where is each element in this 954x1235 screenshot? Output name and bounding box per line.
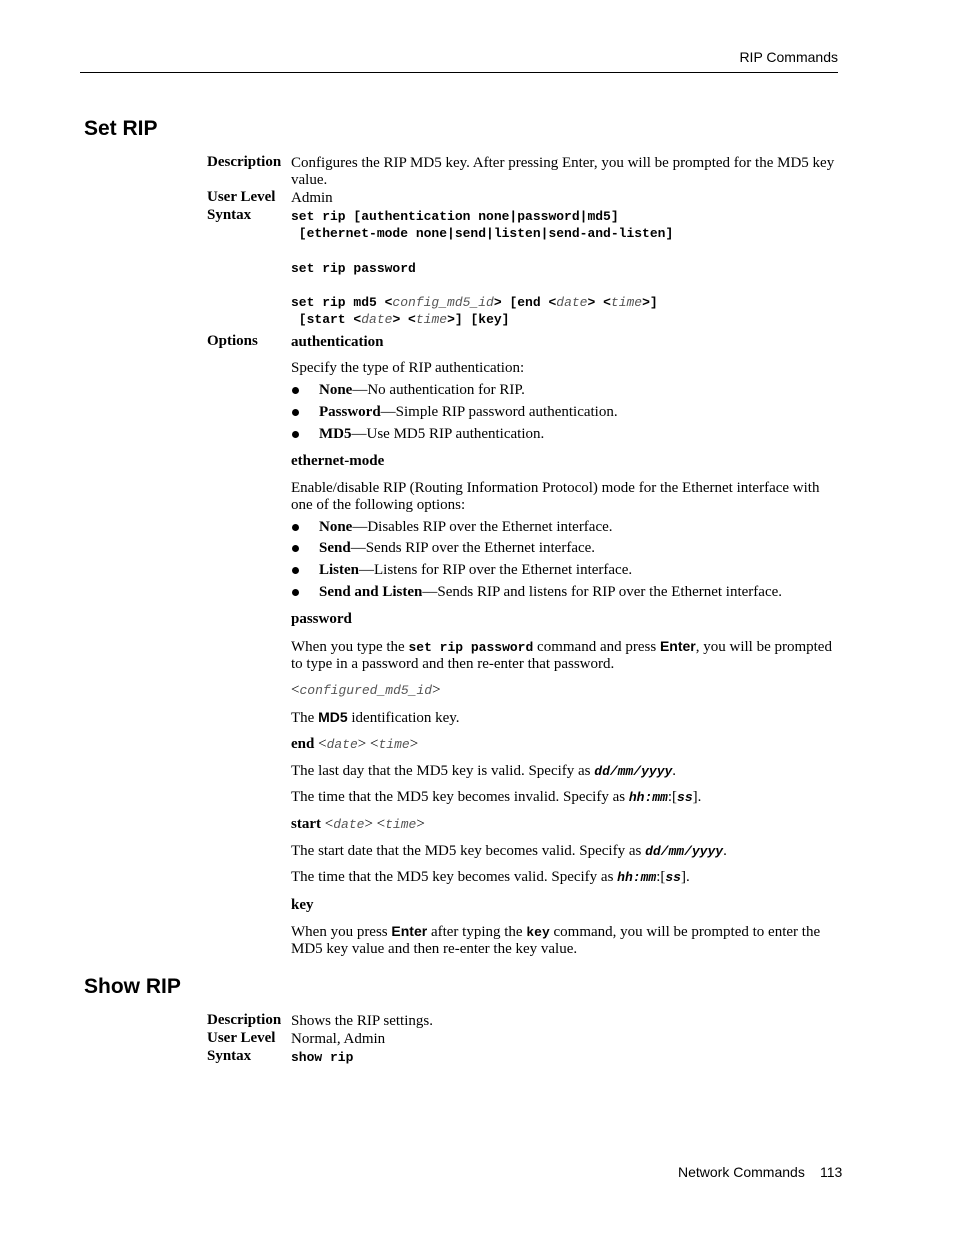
description-text: Configures the RIP MD5 key. After pressing Enter, you will be prompted for the MD5 key value. (291, 155, 835, 188)
option-authentication-intro: Specify the type of RIP authentication: (291, 360, 525, 376)
option-end-date-desc (291, 763, 839, 780)
syntax-md5-c: > < (587, 295, 611, 310)
syntax-md5-a: set rip md5 < (291, 295, 393, 310)
list-desc: —Sends RIP and listens for RIP over the Ethernet interface. (422, 584, 783, 600)
footer-section: Network Commands (678, 1164, 805, 1180)
syntax-line-3: set rip password (291, 261, 416, 276)
angle-close: > (364, 816, 373, 832)
text-run: ]. (692, 789, 702, 805)
text-run: :[ (656, 869, 666, 885)
user-level-label: User Level (207, 189, 276, 205)
param-keyword: start (291, 816, 321, 832)
inline-command: set rip password (408, 640, 534, 655)
bullet-icon (292, 431, 299, 438)
text-run: identification key. (347, 710, 460, 726)
param-keyword: end (291, 736, 315, 752)
option-start-time-desc (291, 869, 839, 886)
syntax-md5-e: [start < (291, 312, 362, 327)
header-rule (80, 72, 838, 73)
list-item-text (319, 404, 618, 421)
angle-close: > (416, 816, 425, 832)
angle-open: < (314, 736, 327, 752)
text-run: The last day that the MD5 key is valid. Specify as (291, 763, 595, 779)
list-term: Send (319, 540, 351, 556)
text-run: The time that the MD5 key becomes invalid. Specify as (291, 789, 629, 805)
syntax-line-5 (291, 311, 839, 328)
syntax-md5-end-date: date (556, 295, 588, 310)
description-label: Description (207, 1012, 282, 1028)
text-run: , you will be prompted to type in a password and then re-enter that password. (291, 639, 832, 672)
inline-key: Enter (659, 638, 696, 654)
syntax-label: Syntax (207, 207, 252, 223)
options-label: Options (207, 333, 258, 349)
list-desc: —Listens for RIP over the Ethernet interface. (359, 562, 633, 578)
bullet-icon (292, 387, 299, 394)
angle-open: < (366, 736, 379, 752)
seconds-format: ss (677, 790, 693, 805)
bullet-icon (292, 409, 299, 416)
text-run: after typing the (427, 924, 527, 940)
text-run: ]. (680, 869, 690, 885)
angle-close: > (409, 736, 419, 752)
angle-close: > (357, 736, 367, 752)
option-ethernet-mode-intro: Enable/disable RIP (Routing Information Protocol) mode for the Ethernet interface with one of the following options: (291, 480, 820, 513)
syntax-md5-b: > [end < (493, 295, 557, 310)
list-desc: —Simple RIP password authentication. (380, 404, 618, 420)
inline-command: key (526, 925, 550, 940)
syntax-md5-start-time: time (415, 312, 448, 327)
option-password-name: password (291, 611, 352, 627)
option-config-md5-id-desc (291, 709, 839, 727)
text-run: When you type the (291, 639, 409, 655)
text-run: . (723, 843, 727, 859)
text-run: The time that the MD5 key becomes valid. Specify as (291, 869, 618, 885)
syntax-md5-d: >] (642, 295, 658, 310)
list-term: Send and Listen (319, 584, 423, 600)
list-desc: —Sends RIP over the Ethernet interface. (350, 540, 596, 556)
param-date: date (333, 817, 365, 832)
time-format: hh:mm (628, 790, 668, 805)
angle-close: > (432, 682, 441, 698)
inline-md5: MD5 (318, 709, 348, 725)
param-date: date (326, 737, 358, 752)
bullet-icon (292, 524, 299, 531)
list-item-text (319, 540, 595, 557)
syntax-label: Syntax (207, 1048, 252, 1064)
section-title-show-rip: Show RIP (84, 975, 181, 998)
list-term: Password (319, 404, 381, 420)
option-config-md5-id-name (291, 682, 839, 699)
option-ethernet-mode-name: ethernet-mode (291, 453, 385, 469)
text-run: . (672, 763, 677, 779)
option-start-name (291, 816, 839, 833)
option-key-name: key (291, 897, 314, 913)
option-authentication-name: authentication (291, 334, 384, 350)
list-item-text (319, 426, 544, 443)
text-run: The (291, 710, 319, 726)
time-format: hh:mm (617, 870, 657, 885)
list-desc: —Disables RIP over the Ethernet interface. (352, 519, 613, 535)
section-title-set-rip: Set RIP (84, 117, 158, 140)
angle-open: < (321, 816, 334, 832)
list-term: None (319, 382, 353, 398)
user-level-label: User Level (207, 1030, 276, 1046)
param-time: time (385, 817, 417, 832)
text-run: command and press (533, 639, 660, 655)
list-desc: —No authentication for RIP. (352, 382, 525, 398)
bullet-icon (292, 589, 299, 596)
syntax-md5-f: > < (392, 312, 416, 327)
angle-open: < (291, 682, 300, 698)
param-time: time (378, 737, 410, 752)
bullet-icon (292, 545, 299, 552)
text-run: command, you will be prompted to enter the MD5 key value and then re-enter the key value. (291, 924, 821, 957)
text-run: :[ (667, 789, 678, 805)
running-header: RIP Commands (739, 49, 838, 65)
option-start-date-desc (291, 843, 839, 860)
date-format: dd/mm/yyyy (594, 764, 673, 779)
syntax-md5-start-date: date (361, 312, 393, 327)
description-label: Description (207, 154, 282, 170)
list-desc: —Use MD5 RIP authentication. (351, 426, 545, 442)
description-text: Shows the RIP settings. (291, 1013, 433, 1029)
inline-key: Enter (391, 923, 428, 939)
list-item-text (319, 382, 525, 399)
page-number: 113 (820, 1164, 843, 1180)
syntax-md5-g: >] [key] (447, 312, 510, 327)
bullet-icon (292, 567, 299, 574)
option-end-time-desc (291, 789, 839, 806)
list-term: None (319, 519, 353, 535)
syntax-line: show rip (291, 1050, 354, 1065)
seconds-format: ss (665, 870, 681, 885)
syntax-md5-end-time: time (610, 295, 643, 310)
user-level-value: Admin (291, 190, 333, 206)
list-term: Listen (319, 562, 360, 578)
list-term: MD5 (319, 426, 352, 442)
param-name: configured_md5_id (299, 683, 433, 698)
syntax-line-4 (291, 294, 839, 311)
text-run: The start date that the MD5 key becomes valid. Specify as (291, 843, 646, 859)
list-item-text (319, 562, 632, 579)
option-password-desc (291, 638, 839, 673)
option-key-desc (291, 923, 839, 958)
list-item-text (319, 519, 613, 536)
option-end-name (291, 736, 839, 753)
text-run: When you press (291, 924, 392, 940)
date-format: dd/mm/yyyy (645, 844, 724, 859)
angle-open: < (372, 816, 386, 832)
syntax-md5-config-id: config_md5_id (392, 295, 494, 310)
syntax-line-1: set rip [authentication none|password|md5] (291, 209, 619, 224)
list-item-text (319, 584, 782, 601)
user-level-value: Normal, Admin (291, 1031, 386, 1047)
syntax-line-2: [ethernet-mode none|send|listen|send-and-listen] (291, 226, 674, 241)
